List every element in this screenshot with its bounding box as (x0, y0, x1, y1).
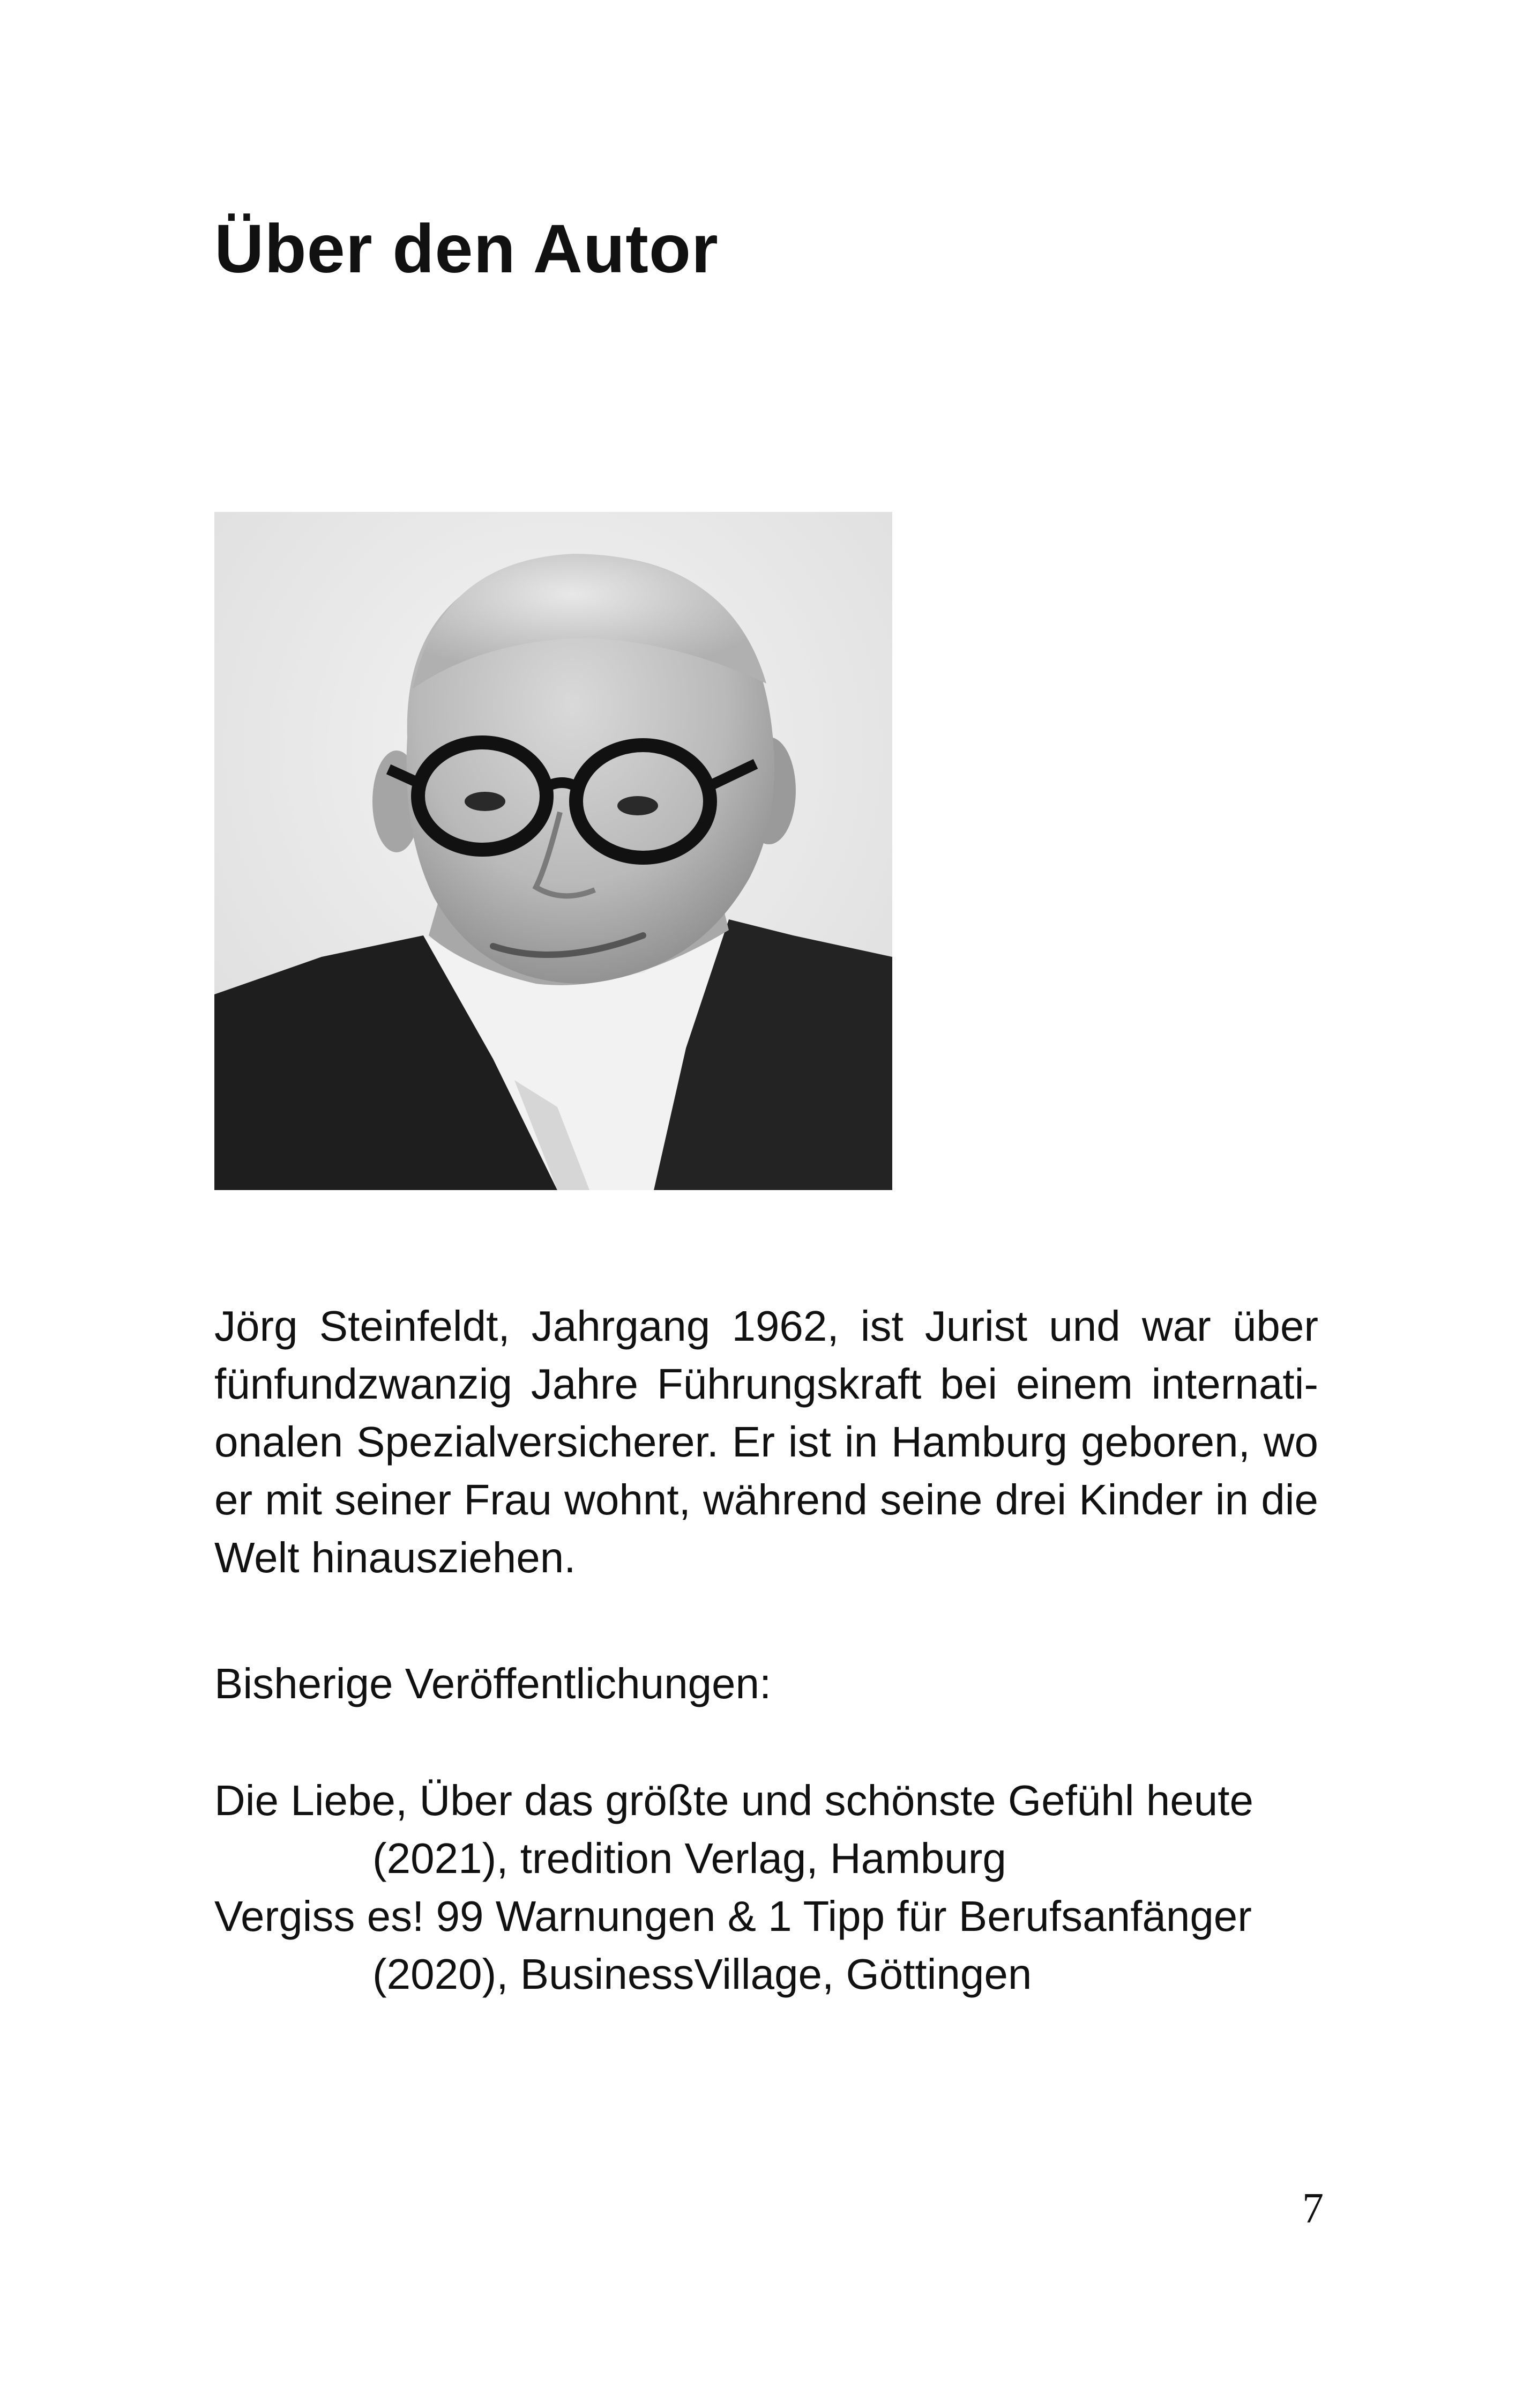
publications-heading: Bisherige Veröffentlichungen: (214, 1660, 772, 1707)
publication-item (214, 1772, 1340, 1887)
publication-meta: (2021), tredition Verlag, Hamburg (372, 1834, 1006, 1882)
publication-title: Die Liebe, Über das größte und schönste Gefühl heute (214, 1777, 1253, 1824)
publications-list (214, 1772, 1340, 2003)
page-title: Über den Autor (214, 211, 719, 287)
publication-title: Vergiss es! 99 Warnungen & 1 Tipp für Berufsanfänger (214, 1892, 1252, 1940)
page-number: 7 (1302, 2185, 1324, 2232)
author-photo-illustration (214, 512, 892, 1190)
publication-meta: (2020), BusinessVillage, Göttingen (372, 1950, 1032, 1998)
author-bio: Jörg Steinfeldt, Jahrgang 1962, ist Jurist und war über fünfundzwanzig Jahre Führungskraft bei einem internati-onalen Spezialversicherer. Er ist in Hamburg geboren, wo er mit seiner Frau wohnt, während seine drei Kinder in die Welt hinausziehen. (214, 1302, 1318, 1581)
author-portrait (214, 512, 892, 1190)
publication-item (214, 1887, 1340, 2003)
